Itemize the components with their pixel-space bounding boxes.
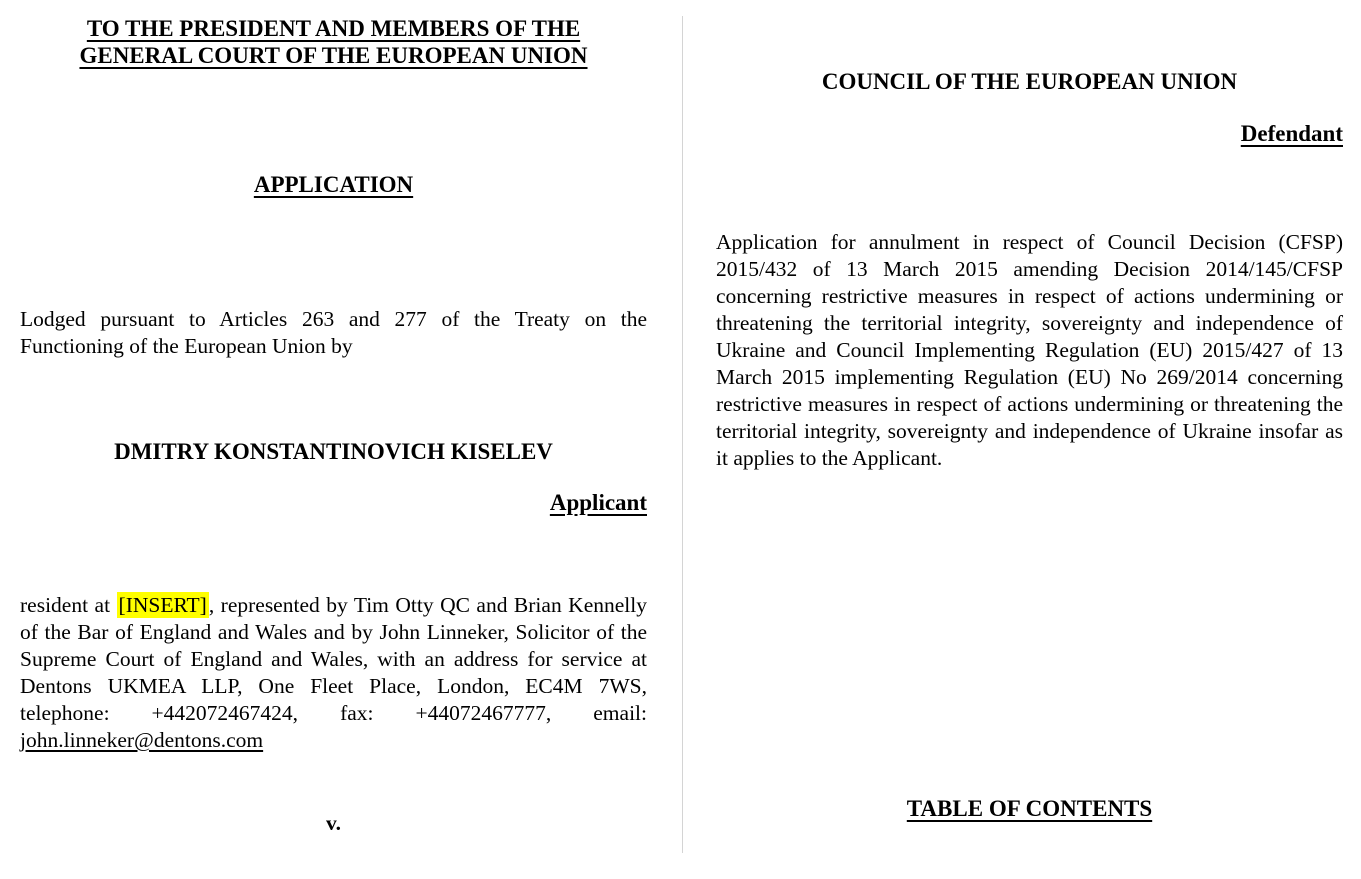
court-title <box>20 15 647 69</box>
resident-text-before: resident at <box>20 593 117 617</box>
lodged-paragraph: Lodged pursuant to Articles 263 and 277 of the Treaty on the Functioning of the European Union by <box>20 307 647 358</box>
resident-paragraph <box>20 592 647 754</box>
page-divider <box>682 16 683 853</box>
applicant-name: DMITRY KONSTANTINOVICH KISELEV <box>114 439 553 464</box>
table-of-contents-heading: TABLE OF CONTENTS <box>906 796 1153 821</box>
court-title-line2: GENERAL COURT OF THE EUROPEAN UNION <box>79 43 588 68</box>
defendant-label: Defendant <box>1240 121 1343 146</box>
page-left <box>20 0 647 879</box>
email-link[interactable]: john.linneker@dentons.com <box>20 728 264 752</box>
court-title-line1: TO THE PRESIDENT AND MEMBERS OF THE <box>86 16 581 41</box>
application-heading: APPLICATION <box>253 172 414 197</box>
page-right <box>716 0 1343 879</box>
insert-placeholder-highlight: [INSERT] <box>118 593 207 617</box>
versus-label: v. <box>326 811 341 835</box>
applicant-label: Applicant <box>549 490 647 515</box>
defendant-name: COUNCIL OF THE EUROPEAN UNION <box>821 69 1238 94</box>
annulment-paragraph: Application for annulment in respect of Council Decision (CFSP) 2015/432 of 13 March 2015 amending Decision 2014/145/CFSP concerning restrictive measures in respect of actions undermining or threatening the territorial integrity, sovereignty and independence of Ukraine and Council Implementing Regulation (EU) 2015/427 of 13 March 2015 implementing Regulation (EU) No 269/2014 concerning restrictive measures in respect of actions undermining or threatening the territorial integrity, sovereignty and independence of Ukraine insofar as it applies to the Applicant. <box>716 230 1343 470</box>
resident-text-after: , represented by Tim Otty QC and Brian Kennelly of the Bar of England and Wales and by John Linneker, Solicitor of the Supreme Court of England and Wales, with an address for service at Dentons UKMEA LLP, One Fleet Place, London, EC4M 7WS, telephone: +442072467424, fax: +44072467777, email: <box>20 593 647 725</box>
